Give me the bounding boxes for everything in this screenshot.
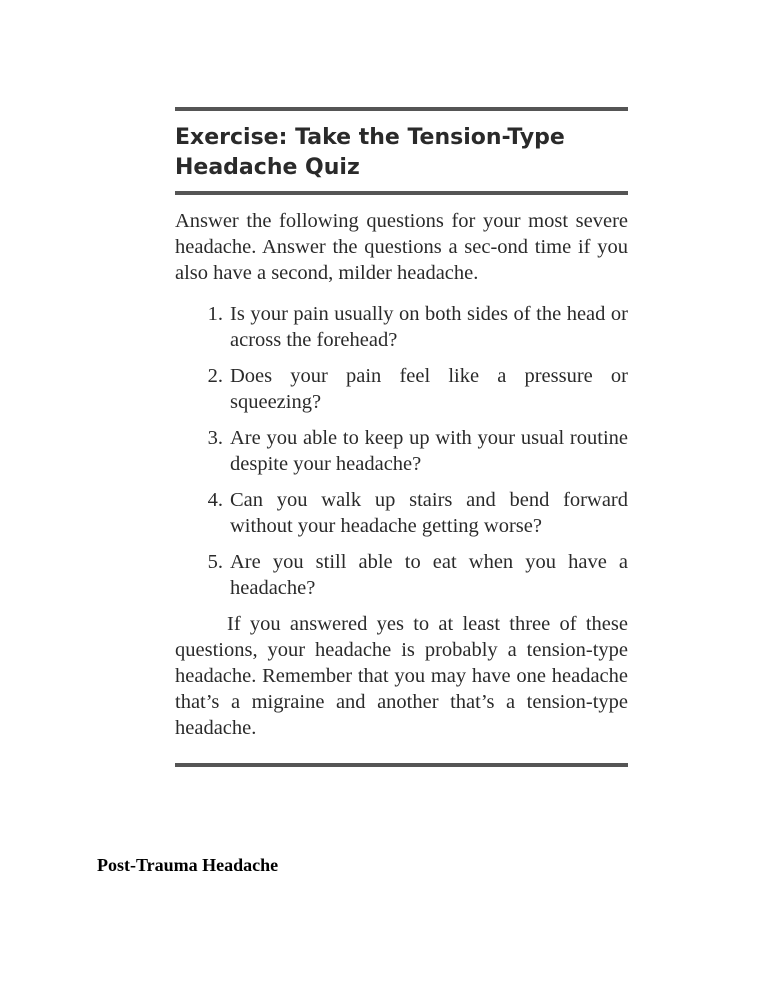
conclusion-paragraph: If you answered yes to at least three of these questions, your headache is probably a tension-type headache. Remember that you may have one headache that’s a migraine and another that’s a tension-type headache. <box>175 613 628 739</box>
question-item <box>175 425 628 477</box>
exercise-title-prefix: Exercise: <box>175 125 288 150</box>
question-text: Can you walk up stairs and bend forward without your headache getting worse? <box>230 489 628 537</box>
question-item <box>175 363 628 415</box>
question-text: Are you still able to eat when you have a headache? <box>230 551 628 599</box>
question-item <box>175 487 628 539</box>
question-number: 2. <box>207 365 223 387</box>
question-item <box>175 301 628 353</box>
question-list <box>175 301 628 601</box>
question-number: 3. <box>207 427 223 449</box>
exercise-title <box>175 123 628 183</box>
top-rule <box>175 107 628 111</box>
question-text: Does your pain feel like a pressure or squeezing? <box>230 365 628 413</box>
question-number: 1. <box>207 303 223 325</box>
exercise-box <box>175 107 628 767</box>
bottom-rule <box>175 763 628 767</box>
question-text: Are you able to keep up with your usual routine despite your headache? <box>230 427 628 475</box>
section-heading: Post-Trauma Headache <box>97 855 279 875</box>
question-number: 5. <box>207 551 223 573</box>
question-item <box>175 549 628 601</box>
intro-paragraph: Answer the following questions for your most severe headache. Answer the questions a sec-ond time if you also have a second, milder headache. <box>175 210 628 284</box>
title-rule <box>175 191 628 195</box>
exercise-title-line2: Headache Quiz <box>175 155 360 180</box>
question-number: 4. <box>207 489 223 511</box>
question-text: Is your pain usually on both sides of the head or across the forehead? <box>230 303 628 351</box>
exercise-title-line1: Take the Tension-Type <box>295 125 565 150</box>
